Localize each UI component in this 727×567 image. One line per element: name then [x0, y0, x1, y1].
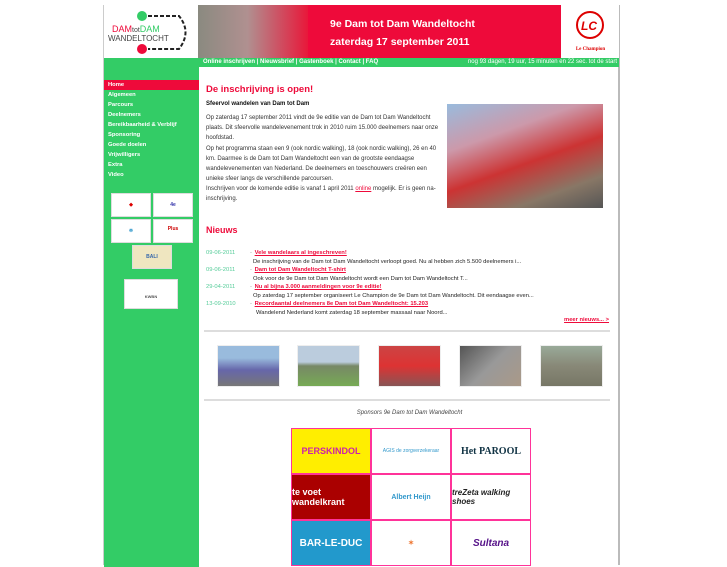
news-excerpt: De inschrijving van de Dam tot Dam Wandeltocht verloopt goed. Nu al hebben zich 5.500 deelnemers i...: [253, 258, 522, 265]
top-nav: Online inschrijven | Nieuwsbrief | Gastenboek | Contact | FAQ nog 93 dagen, 19 uur, 15 minuten en 22 sec. tot de start: [104, 58, 619, 67]
subtitle: Sfeervol wandelen van Dam tot Dam: [206, 101, 310, 107]
sponsor-bar-le-duc[interactable]: BAR-LE-DUC: [291, 520, 371, 566]
nav-online-inschrijven[interactable]: Online inschrijven: [203, 59, 256, 65]
news-date: 09-06-2011: [206, 250, 236, 256]
sidebar-item-parcours[interactable]: Parcours: [108, 102, 134, 108]
photo-thumbnail[interactable]: [459, 345, 522, 387]
countdown: nog 93 dagen, 19 uur, 15 minuten en 22 sec. tot de start: [467, 59, 617, 65]
svg-text:WANDELTOCHT: WANDELTOCHT: [108, 34, 169, 43]
sponsor-albert-heijn[interactable]: Albert Heijn: [371, 474, 451, 520]
sidebar-logo-dam-tot-dam[interactable]: ◆: [111, 193, 151, 217]
news-item: [206, 266, 534, 275]
news-bullet: -: [250, 301, 252, 307]
sponsor-logo[interactable]: ✶: [371, 520, 451, 566]
sidebar-item-sponsoring[interactable]: Sponsoring: [108, 132, 141, 138]
intro-paragraph: Op zaterdag 17 september 2011 vindt de 9e editie van de Dam tot Dam Wandeltocht plaats. Dit sfeervolle wandelevenement trok in 2010 ruim 15.000 deelnemers naar onze hoofdstad.: [206, 115, 439, 141]
le-champion-label: Le Champion: [575, 47, 606, 52]
sidebar-logo-le-champion[interactable]: 4e: [153, 193, 193, 217]
sidebar-item-vrijwilligers[interactable]: Vrijwilligers: [108, 152, 141, 158]
sponsor-trezeta[interactable]: treZeta walking shoes: [451, 474, 531, 520]
sidebar-item-deelnemers[interactable]: Deelnemers: [108, 112, 141, 118]
sidebar-logo-bali[interactable]: BALI: [132, 245, 172, 269]
registration-paragraph: [206, 184, 444, 204]
sidebar-item-bereikbaarheid[interactable]: Bereikbaarheid & Verblijf: [108, 122, 177, 128]
news-heading: Nieuws: [206, 225, 238, 235]
news-title-link[interactable]: Vele wandelaars al ingeschreven!: [254, 250, 347, 256]
sidebar: [104, 67, 199, 567]
walkers-photo: [447, 104, 603, 208]
news-bullet: -: [250, 284, 252, 290]
photo-thumbnail[interactable]: [540, 345, 603, 387]
nav-contact[interactable]: Contact: [338, 59, 361, 65]
svg-text:LC: LC: [581, 19, 597, 33]
sidebar-logo-kwbn[interactable]: KWBN: [124, 279, 178, 309]
nav-faq[interactable]: FAQ: [365, 59, 379, 65]
news-date: 29-04-2011: [206, 284, 236, 290]
news-bullet: -: [250, 250, 252, 256]
sponsors-heading: Sponsors 9e Dam tot Dam Wandeltocht: [356, 410, 463, 416]
registration-text: Inschrijven voor de komende editie is vanaf 1 april 2011: [206, 186, 356, 192]
news-title-link[interactable]: Nu al bijna 3.000 aanmeldingen voor 9e editie!: [254, 284, 382, 290]
sidebar-item-algemeen[interactable]: Algemeen: [108, 92, 136, 98]
news-bullet: -: [250, 267, 252, 273]
news-title-link[interactable]: Recordaantal deelnemers 8e Dam tot Dam Wandeltocht: 15.203: [254, 301, 429, 307]
news-excerpt: Ook voor de 9e Dam tot Dam Wandeltocht wordt een Dam tot Dam Wandeltocht T...: [253, 275, 468, 282]
divider: [204, 330, 610, 332]
news-excerpt: Op zaterdag 17 september organiseert Le Champion de 9e Dam tot Dam Wandeltocht. Dit eendaagse even...: [253, 292, 534, 299]
divider: [204, 399, 610, 401]
dam-tot-dam-logo[interactable]: [104, 5, 198, 58]
photo-thumbnail[interactable]: [297, 345, 360, 387]
news-date: 09-06-2011: [206, 267, 236, 273]
svg-text:DAMtotDAM: DAMtotDAM: [112, 24, 160, 34]
sponsor-agis[interactable]: AGIS de zorgverzekeraar: [371, 428, 451, 474]
le-champion-logo[interactable]: [562, 5, 619, 58]
header-title-line2: zaterdag 17 september 2011: [330, 36, 470, 48]
nav-gastenboek[interactable]: Gastenboek: [299, 59, 334, 65]
header-walkers-photo: [198, 5, 308, 58]
more-news-link[interactable]: meer nieuws... >: [564, 317, 609, 323]
sponsor-te-voet[interactable]: te voet wandelkrant: [291, 474, 371, 520]
sidebar-item-video[interactable]: Video: [108, 172, 124, 178]
news-excerpt: Wandelend Nederland komt zaterdag 18 september massaal naar Noord...: [256, 309, 448, 316]
news-date: 13-09-2010: [206, 301, 236, 307]
header: [104, 5, 619, 58]
online-link[interactable]: online: [355, 186, 372, 192]
header-title-line1: 9e Dam tot Dam Wandeltocht: [330, 18, 475, 30]
news-item: [206, 283, 534, 292]
page-container: [103, 5, 620, 565]
sidebar-logo-wandel[interactable]: ⛯: [111, 219, 151, 243]
sidebar-item-goede-doelen[interactable]: Goede doelen: [108, 142, 147, 148]
program-paragraph: Op het programma staan een 9 (ook nordic walking), 18 (ook nordic walking), 26 en 40 km. Daarmee is de Dam tot Dam Wandeltocht een van de grootste eendaagse wandelevenementen van Nederland. De deelnemers en toeschouwers creëren een unieke sfeer langs de verschillende parcoursen.: [206, 146, 437, 182]
page-title: De inschrijving is open!: [206, 84, 314, 95]
nav-nieuwsbrief[interactable]: Nieuwsbrief: [260, 59, 295, 65]
header-title: [308, 5, 561, 58]
sidebar-item-home[interactable]: Home: [104, 80, 199, 90]
news-item: [206, 300, 534, 309]
sponsor-het-parool[interactable]: Het PAROOL: [451, 428, 531, 474]
news-title-link[interactable]: Dam tot Dam Wandeltocht T-shirt: [254, 267, 346, 273]
photo-thumbnail[interactable]: [217, 345, 280, 387]
sponsor-perskindol[interactable]: PERSKINDOL: [291, 428, 371, 474]
news-list: [206, 249, 534, 317]
sidebar-logo-plus[interactable]: Plus: [153, 219, 193, 243]
sponsor-sultana[interactable]: Sultana: [451, 520, 531, 566]
sidebar-item-extra[interactable]: Extra: [108, 162, 123, 168]
registration-text-end: mogelijk. Er is geen na-inschrijving.: [206, 186, 436, 202]
photo-thumbnail[interactable]: [378, 345, 441, 387]
news-item: [206, 249, 534, 258]
